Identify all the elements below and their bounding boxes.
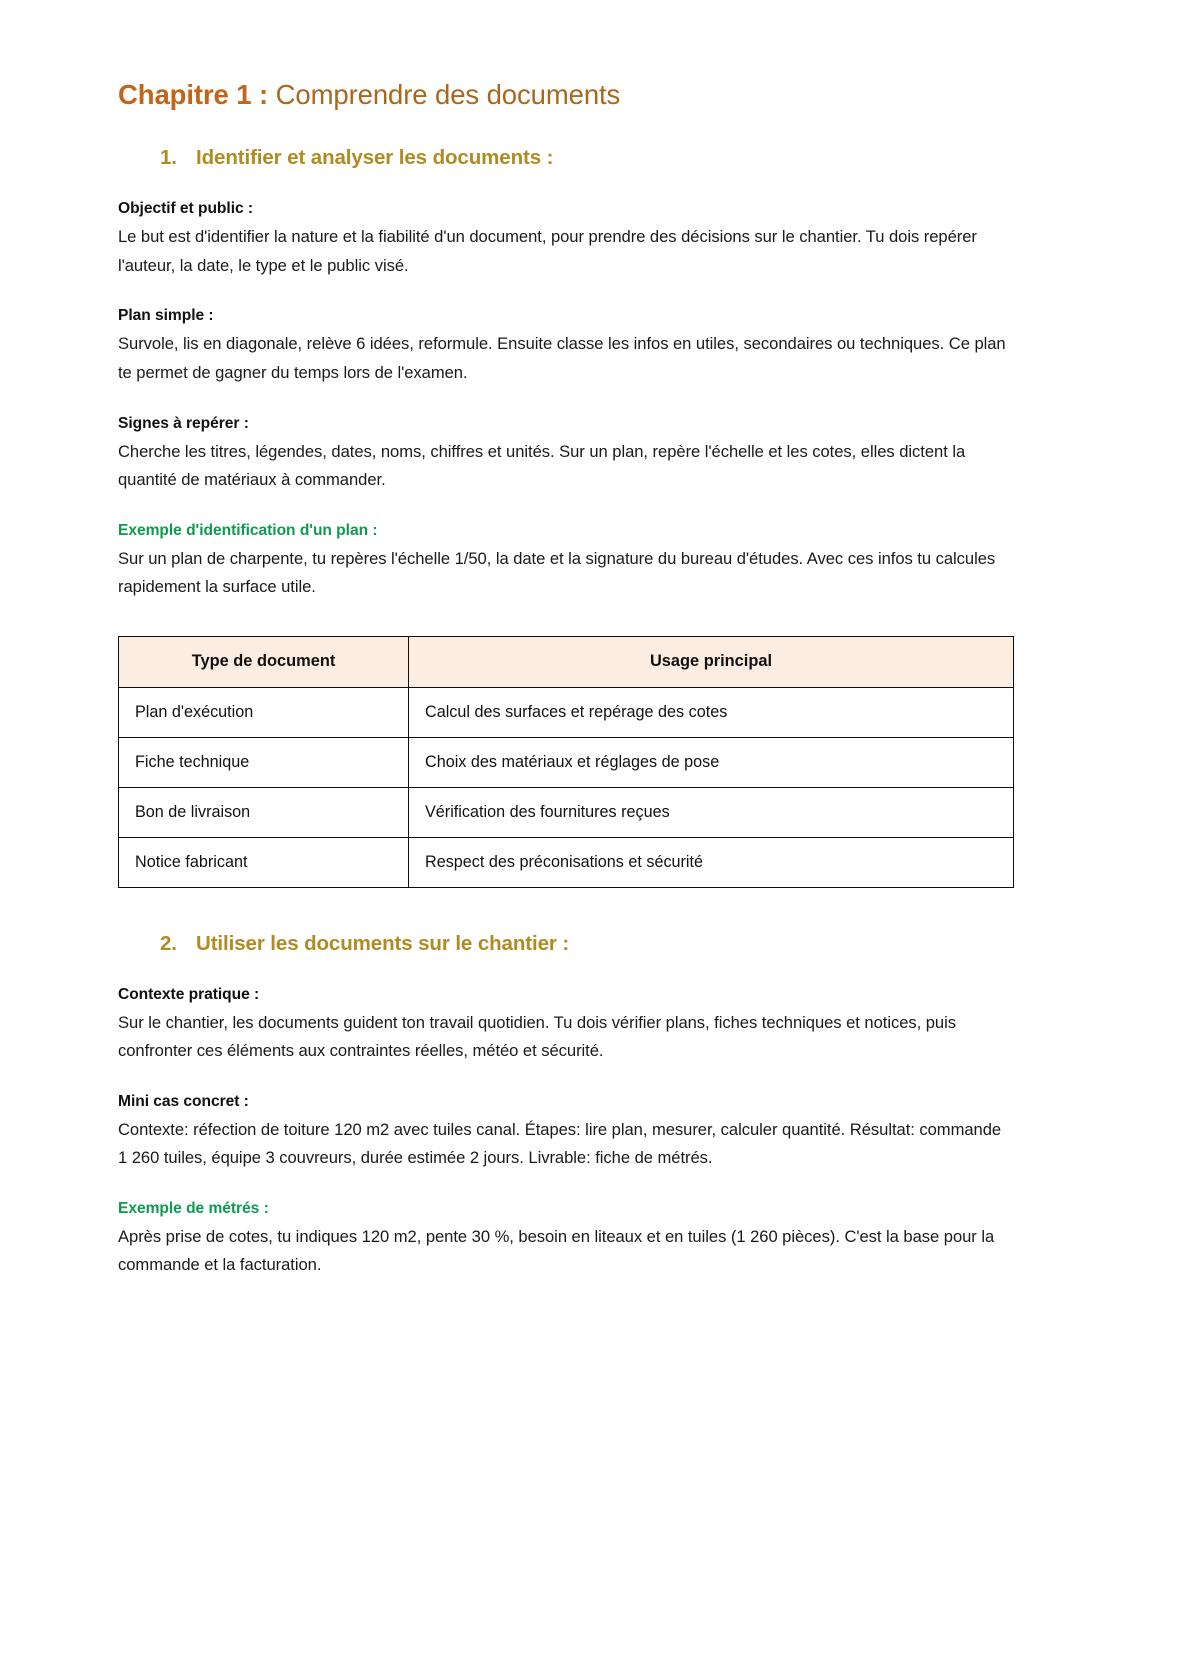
- block-body: Après prise de cotes, tu indiques 120 m2, pente 30 %, besoin en liteaux et en tuiles (1 260 pièces). C'est la base pour la commande et la facturation.: [118, 1226, 995, 1275]
- table-cell-type: Plan d'exécution: [119, 687, 409, 737]
- table-cell-type: Notice fabricant: [119, 837, 409, 887]
- block-signes-a-reperer: [118, 415, 1020, 495]
- chapter-name: Comprendre des documents: [275, 79, 621, 110]
- block-contexte-pratique: [118, 986, 1020, 1066]
- block-mini-cas-concret: [118, 1093, 1020, 1173]
- table-row: [119, 687, 1014, 737]
- chapter-label: Chapitre 1 :: [118, 79, 269, 110]
- table-cell-usage: Calcul des surfaces et repérage des cotes: [409, 687, 1014, 737]
- page-title: [118, 78, 1020, 112]
- document-types-table: [118, 636, 1014, 888]
- block-title-example: Exemple d'identification d'un plan :: [118, 521, 378, 539]
- block-plan-simple: [118, 307, 1020, 387]
- table-cell-usage: Respect des préconisations et sécurité: [409, 837, 1014, 887]
- block-body: Sur le chantier, les documents guident ton travail quotidien. Tu dois vérifier plans, fiches techniques et notices, puis confronter ces éléments aux contraintes réelles, météo et sécurité.: [118, 1012, 956, 1061]
- block-body: Contexte: réfection de toiture 120 m2 avec tuiles canal. Étapes: lire plan, mesurer, calculer quantité. Résultat: commande 1 260 tuiles, équipe 3 couvreurs, durée estimée 2 jours. Livrable: fiche de métrés.: [118, 1119, 1002, 1168]
- block-exemple-identification-plan: [118, 522, 1020, 602]
- block-title: Signes à repérer :: [118, 414, 249, 432]
- table-cell-type: Fiche technique: [119, 737, 409, 787]
- block-title: Plan simple :: [118, 307, 214, 325]
- table-header-cell-type: Type de document: [119, 636, 409, 687]
- section-heading-2: [118, 932, 1020, 956]
- section-number-1: 1.: [160, 146, 177, 170]
- block-exemple-de-metres: [118, 1200, 1020, 1280]
- block-title: Mini cas concret :: [118, 1092, 249, 1110]
- block-title: Objectif et public :: [118, 200, 254, 218]
- section-title-1: Identifier et analyser les documents :: [196, 146, 554, 170]
- block-title-example: Exemple de métrés :: [118, 1199, 269, 1217]
- table-cell-usage: Choix des matériaux et réglages de pose: [409, 737, 1014, 787]
- section-title-2: Utiliser les documents sur le chantier :: [196, 931, 570, 955]
- section-heading-1: [118, 146, 1020, 170]
- table-row: [119, 737, 1014, 787]
- block-body: Sur un plan de charpente, tu repères l'échelle 1/50, la date et la signature du bureau d'études. Avec ces infos tu calcules rapidement la surface utile.: [118, 548, 996, 597]
- table-cell-usage: Vérification des fournitures reçues: [409, 787, 1014, 837]
- table-cell-type: Bon de livraison: [119, 787, 409, 837]
- block-body: Cherche les titres, légendes, dates, noms, chiffres et unités. Sur un plan, repère l'échelle et les cotes, elles dictent la quantité de matériaux à commander.: [118, 441, 966, 490]
- block-body: Le but est d'identifier la nature et la fiabilité d'un document, pour prendre des décisions sur le chantier. Tu dois repérer l'auteur, la date, le type et le public visé.: [118, 227, 977, 275]
- section-number-2: 2.: [160, 931, 177, 955]
- block-objectif-et-public: [118, 200, 1020, 280]
- table-row: [119, 837, 1014, 887]
- table-row: [119, 787, 1014, 837]
- block-title: Contexte pratique :: [118, 985, 260, 1003]
- table-header-row: [119, 636, 1014, 687]
- block-body: Survole, lis en diagonale, relève 6 idées, reformule. Ensuite classe les infos en utiles, secondaires ou techniques. Ce plan te permet de gagner du temps lors de l'examen.: [118, 334, 1006, 382]
- table-header-cell-usage: Usage principal: [409, 636, 1014, 687]
